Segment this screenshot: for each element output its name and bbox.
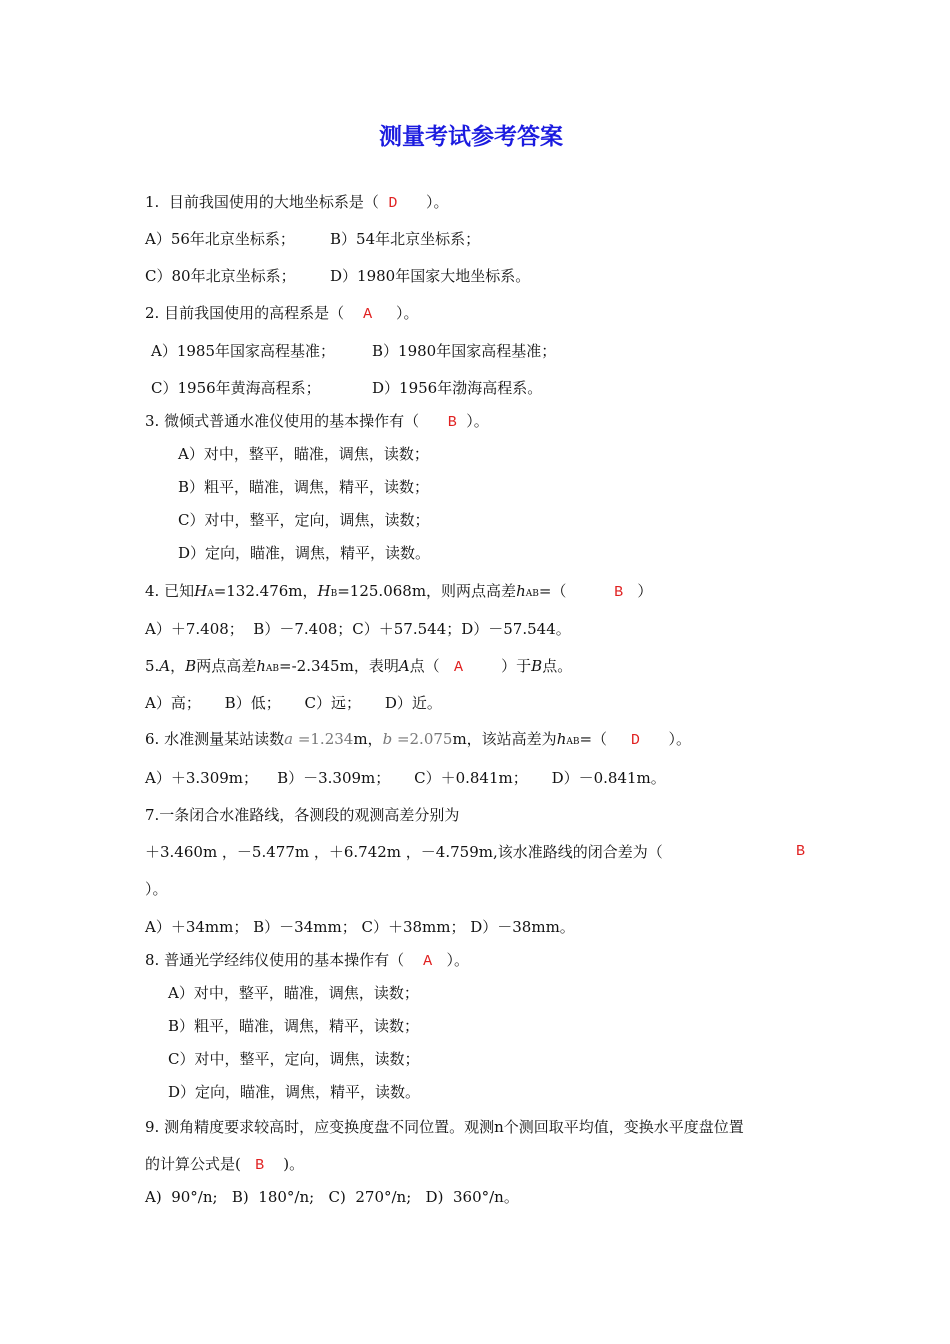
q8-answer: A: [423, 953, 433, 970]
q2-option-a: A）1985年国家高程基准；: [151, 342, 336, 360]
q3-option-d: D）定向，瞄准，调焦，精平，读数。: [178, 544, 431, 562]
q3-option-b: B）粗平，瞄准，调焦，精平，读数；: [178, 478, 430, 496]
q3-answer: B: [447, 414, 457, 431]
q4-stem-part: 4. 已知: [145, 582, 195, 600]
q5-var-b: B: [531, 657, 543, 675]
q6-stem-part: =（: [579, 730, 631, 748]
q2-stem-end: ）。: [372, 304, 419, 322]
page-title: 测量考试参考答案: [379, 123, 563, 150]
q1-option-c: C）80年北京坐标系；: [145, 267, 296, 285]
question-5: [145, 656, 572, 679]
q6-stem-part: m，该站高差为: [452, 730, 557, 748]
question-3: [145, 411, 489, 433]
q6-var-h: h: [556, 730, 567, 748]
q2-option-d: D）1956年渤海高程系。: [372, 379, 543, 397]
q5-stem-part: ，: [170, 657, 186, 675]
question-8: [145, 950, 469, 972]
q8-option-c: C）对中，整平，定向，调焦，读数；: [168, 1050, 420, 1068]
q3-stem-end: ）。: [456, 412, 489, 430]
q8-option-b: B）粗平，瞄准，调焦，精平，读数；: [168, 1017, 420, 1035]
q5-answer: A: [453, 659, 463, 676]
q6-answer: D: [630, 732, 640, 749]
q4-var-h: h: [516, 582, 526, 600]
q5-var-b: B: [185, 657, 197, 675]
q9-stem-end: )。: [264, 1155, 305, 1173]
question-9-line-2: [145, 1154, 304, 1176]
q6-value-a: =1.234: [293, 730, 354, 748]
q6-var-b: b: [382, 730, 393, 748]
q5-var-a: A: [159, 657, 171, 675]
q4-var-h: H: [317, 582, 331, 600]
q1-option-a: A）56年北京坐标系；: [145, 230, 295, 248]
q5-var-h: h: [256, 657, 266, 675]
q2-answer: A: [363, 306, 373, 323]
question-7-line-3: ）。: [145, 880, 168, 898]
question-4: [145, 581, 652, 604]
q1-option-b: B）54年北京坐标系；: [330, 230, 481, 248]
question-6: [145, 729, 691, 752]
q3-option-c: C）对中，整平，定向，调焦，读数；: [178, 511, 430, 529]
q7-answer: B: [796, 843, 806, 860]
q5-options: A）高； B）低； C）远； D）近。: [145, 694, 442, 712]
q8-stem: 8. 普通光学经纬仪使用的基本操作有（: [145, 951, 424, 969]
q3-stem: 3. 微倾式普通水准仪使用的基本操作有（: [145, 412, 448, 430]
q4-stem-part: =125.068m，则两点高差: [337, 582, 517, 600]
q8-option-d: D）定向，瞄准，调焦，精平，读数。: [168, 1083, 421, 1101]
question-7-line-2: ＋3.460m ，－5.477m ，＋6.742m ，－4.759m,该水准路线的闭合差为（: [145, 843, 663, 861]
q5-stem-part: ）于: [463, 657, 532, 675]
q3-option-a: A）对中，整平，瞄准，调焦，读数；: [178, 445, 429, 463]
q5-stem-part: 5.: [145, 657, 160, 675]
q1-option-d: D）1980年国家大地坐标系。: [330, 267, 531, 285]
q7-options: A）＋34mm； B）－34mm； C）＋38mm； D）－38mm。: [145, 918, 575, 936]
q2-option-b: B）1980年国家高程基准；: [372, 342, 557, 360]
q6-stem-part: m，: [353, 730, 383, 748]
q4-stem-part: =（: [538, 582, 615, 600]
q5-stem-end: 点。: [542, 657, 573, 675]
q9-options: A) 90°/n; B) 180°/n; C) 270°/n; D) 360°/n。: [145, 1188, 519, 1206]
q4-var-h: H: [194, 582, 208, 600]
q1-answer: D: [388, 195, 398, 212]
q4-sub-ab: AB: [525, 589, 539, 599]
q4-stem-part: =132.476m，: [213, 582, 318, 600]
question-1: [145, 192, 449, 214]
q9-stem: 的计算公式是(: [145, 1155, 256, 1173]
q4-answer: B: [614, 584, 624, 601]
q4-sub-a: A: [207, 589, 214, 599]
q8-option-a: A）对中，整平，瞄准，调焦，读数；: [168, 984, 419, 1002]
q6-sub-ab: AB: [566, 737, 580, 747]
q1-stem: 1. 目前我国使用的大地坐标系是（: [145, 193, 389, 211]
question-9-line-1: 9. 测角精度要求较高时，应变换度盘不同位置。观测n个测回取平均值，变换水平度盘位置: [145, 1118, 744, 1136]
q5-sub-ab: AB: [265, 664, 280, 674]
q2-option-c: C）1956年黄海高程系；: [151, 379, 321, 397]
q4-stem-end: ）: [623, 582, 653, 600]
q9-answer: B: [255, 1157, 265, 1174]
q5-stem-part: 两点高差: [196, 657, 257, 675]
q6-options: A）＋3.309m； B）－3.309m； C）＋0.841m； D）－0.841m。: [145, 769, 666, 787]
q6-stem-part: 6. 水准测量某站读数: [145, 730, 285, 748]
q6-stem-end: ）。: [639, 730, 692, 748]
q6-var-a: a: [284, 730, 294, 748]
q5-stem-part: 点（: [409, 657, 454, 675]
q4-sub-b: B: [330, 589, 338, 599]
q8-stem-end: ）。: [432, 951, 469, 969]
q4-options: A）＋7.408； B）－7.408；C）＋57.544；D）－57.544。: [145, 620, 571, 638]
question-2: [145, 303, 419, 325]
q6-value-b: =2.075: [392, 730, 453, 748]
q5-stem-part: =-2.345m，表明: [279, 657, 399, 675]
q2-stem: 2. 目前我国使用的高程系是（: [145, 304, 364, 322]
q1-stem-end: ）。: [397, 193, 449, 211]
q5-var-a: A: [398, 657, 410, 675]
question-7-line-1: 7.一条闭合水准路线，各测段的观测高差分别为: [145, 806, 460, 824]
